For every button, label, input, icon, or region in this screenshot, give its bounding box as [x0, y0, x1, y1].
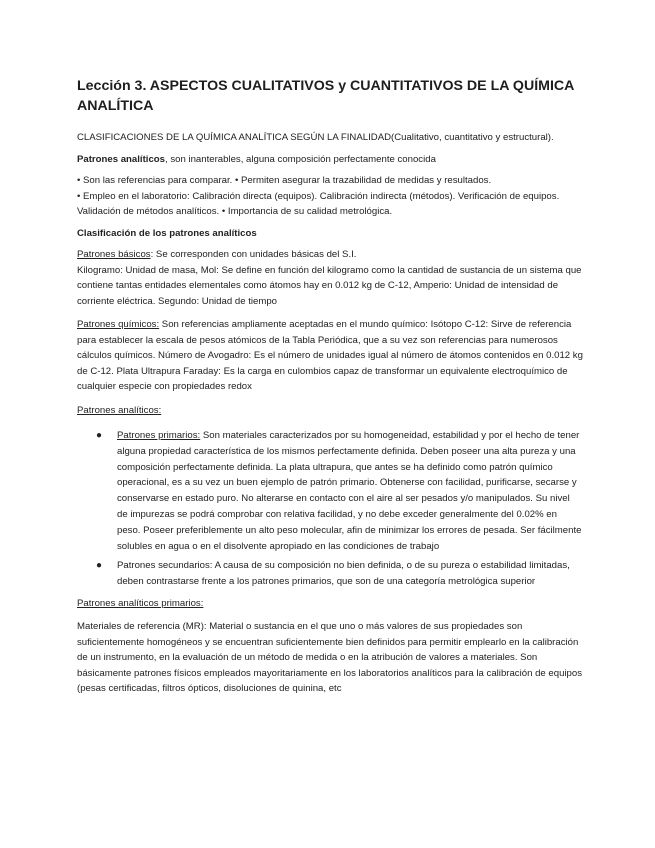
- clasificacion-heading: Clasificación de los patrones analíticos: [77, 227, 257, 239]
- primarios-label: Patrones primarios:: [117, 430, 201, 441]
- clasificaciones-paragraph: CLASIFICACIONES DE LA QUÍMICA ANALÍTICA SEGÚN LA FINALIDAD(Cualitativo, cuantitativo y estructural).: [77, 132, 554, 143]
- secundarios-text: Patrones secundarios: A causa de su composición no bien definida, o de su pureza o estabilidad limitadas, deben contrastarse frente a los patrones primarios, que son de una categoría metrológica superior: [117, 560, 570, 588]
- patrones-intro-paragraph: [77, 152, 583, 168]
- basicos-paragraph: [77, 247, 583, 263]
- basicos-text: : Se corresponden con unidades básicas del S.I.: [150, 249, 357, 260]
- patrones-intro-head: Patrones analíticos: [77, 153, 165, 165]
- list-item-secundarios: [77, 558, 583, 590]
- basicos-label: Patrones básicos: [77, 249, 151, 260]
- basicos-body: Kilogramo: Unidad de masa, Mol: Se define en función del kilogramo como la cantidad de sustancia de un sistema que contiene tantas entidades elementales como átomos hay en 0.012 kg de C-12, Amperio: Unidad de intensidad de corriente eléctrica. Segundo: Unidad de tiempo: [77, 264, 582, 307]
- bullet-dot: ●: [96, 430, 103, 441]
- quimicos-label: Patrones químicos:: [77, 319, 160, 330]
- patrones-list: [77, 428, 583, 590]
- lesson-title: Lección 3. ASPECTOS CUALITATIVOS y CUANTITATIVOS DE LA QUÍMICA ANALÍTICA: [77, 78, 574, 114]
- primarios-text: Son materiales caracterizados por su homogeneidad, estabilidad y por el hecho de tener alguna propiedad característica de los mismos perfectamente definida. Deben poseer una alta pureza y una composición perfectamente definida. La plata ultrapura, que antes se ha definido como patrón químico operacional, es a su vez un buen ejemplo de patrón primario. Obtenerse con facilidad, purificarse, secarse y conservarse en estado puro. No alterarse en contacto con el aire al ser pesados y/o manipulados. Su nivel de impurezas se podrá comprobar con relativa facilidad, y no debe exceder generalmente del 0.02% en peso. Poseer preferiblemente un alto peso molecular, afin de minimizar los errores de pesada. Ser fácilmente solubles en agua o en el disolvente apropiado en las condiciones de trabajo: [117, 430, 582, 552]
- patrones-intro-rest: , son inanterables, alguna composición perfectamente conocida: [164, 153, 436, 165]
- bullets-line-2: • Empleo en el laboratorio: Calibración directa (equipos). Calibración indirecta (métodos). Verificación de equipos. Validación de métodos analíticos. • Importancia de su calidad metrológica.: [77, 190, 560, 217]
- bullets-line-1: • Son las referencias para comparar. • Permiten asegurar la trazabilidad de medidas y resultados.: [77, 175, 492, 186]
- quimicos-paragraph: [77, 317, 583, 395]
- mr-paragraph: Materiales de referencia (MR): Material o sustancia en el que uno o más valores de sus propiedades son suficientemente homogéneos y se encuentran suficientemente bien definidos para permitir emplearlo en la calibración de un instrumento, en la evaluación de un método de medida o en la atribución de valores a materiales. Son básicamente patrones físicos empleados mayoritariamente en los laboratorios analíticos para la calibración de equipos (pesas certificadas, filtros ópticos, disoluciones de quinina, etc: [77, 621, 583, 695]
- primarios-heading: Patrones analíticos primarios:: [77, 597, 204, 609]
- bullet-dot: ●: [96, 560, 103, 572]
- quimicos-text: Son referencias ampliamente aceptadas en el mundo químico: Isótopo C-12: Sirve de referencia para establecer la escala de pesos atómicos de la Tabla Periódica, que a su vez son referencias para numerosos cálculos químicos. Número de Avogadro: Es el número de unidades igual al número de átomos contenidos en 0.012 kg de C-12. Plata Ultrapura Faraday: Es la carga en culombios capaz de transformar un equivalente electroquímico de cualquier especie con propiedades redox: [77, 319, 583, 392]
- list-item-primarios: [77, 428, 583, 554]
- analiticos-heading: Patrones analíticos:: [77, 404, 162, 416]
